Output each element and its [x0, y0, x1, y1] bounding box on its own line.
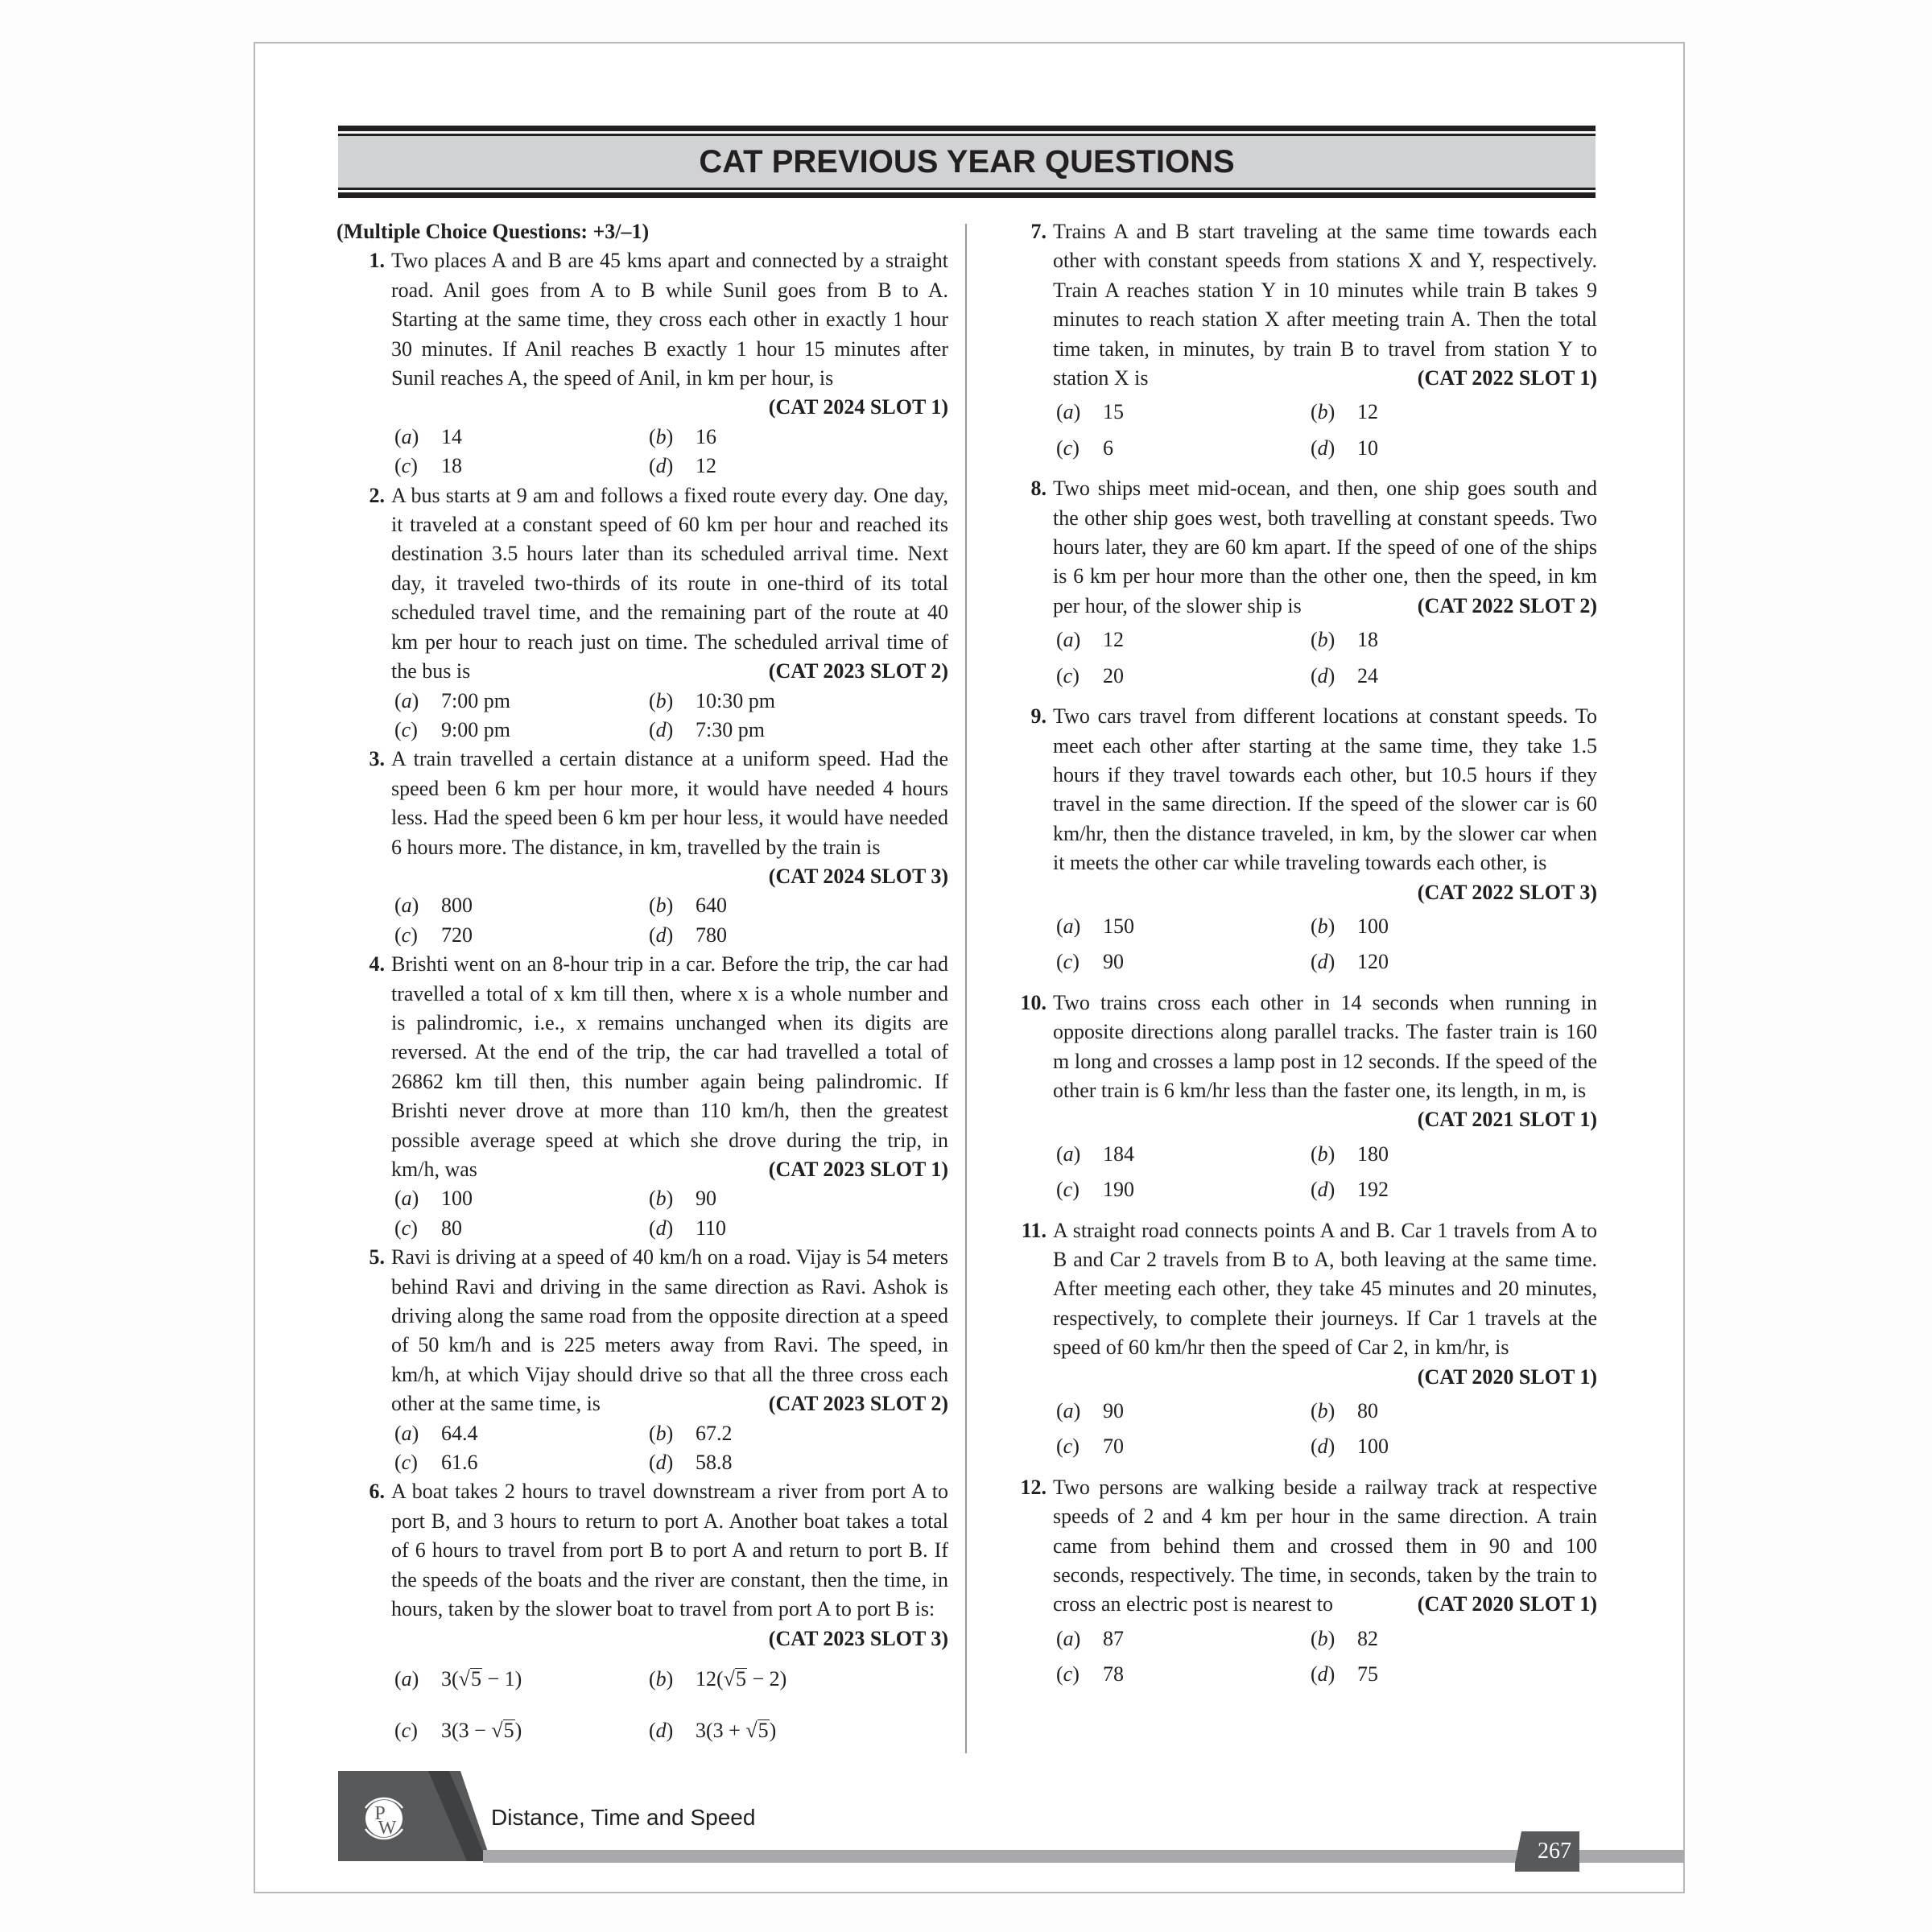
option-value: 100 [1357, 914, 1389, 938]
option-label: (b) [1311, 1399, 1335, 1423]
option-value: 110 [696, 1216, 727, 1240]
option-value: 180 [1357, 1141, 1389, 1166]
option-value: 720 [441, 923, 473, 947]
option-label: (c) [394, 717, 418, 741]
option-a[interactable] [394, 1419, 649, 1448]
option-value: 12 [1357, 400, 1378, 424]
footer-stripe [483, 1850, 1684, 1863]
question-text: Ravi is driving at a speed of 40 km/h on a road. Vijay is 54 meters behind Ravi and driving in the same direction as Ravi. Ashok is driving along the same road from the opposite direction at a speed of 50 km/h and is 225 meters away from Ravi. The speed, in km/h, at which Vijay should drive so that all the three cross each other at the same time, is [391, 1245, 948, 1416]
options-grid [1056, 398, 1597, 463]
options-grid [1056, 1624, 1597, 1690]
option-value: 14 [441, 424, 462, 448]
option-value-prefix: 3(3 + √ [696, 1718, 758, 1742]
option-value: 640 [696, 894, 727, 918]
option-c[interactable] [1056, 1175, 1311, 1204]
question-source: (CAT 2023 SLOT 2) [768, 1392, 948, 1416]
option-a[interactable] [394, 687, 649, 716]
question-number: 9. [1030, 704, 1046, 729]
question-item [998, 217, 1597, 463]
option-b[interactable] [1311, 625, 1552, 654]
option-label: (d) [649, 1216, 674, 1240]
option-c[interactable] [394, 716, 649, 745]
question-item [336, 950, 948, 1243]
option-label: (c) [394, 923, 418, 947]
option-label: (c) [1056, 663, 1080, 687]
svg-text:P: P [374, 1803, 386, 1824]
option-label: (c) [1056, 950, 1080, 974]
option-label: (a) [1056, 914, 1081, 938]
option-value: 18 [441, 454, 462, 478]
option-label: (c) [394, 1216, 418, 1240]
option-label: (a) [1056, 628, 1081, 652]
option-label: (d) [649, 923, 674, 947]
option-value: 7:00 pm [441, 688, 510, 712]
option-a[interactable] [1056, 1140, 1311, 1169]
option-label: (d) [649, 454, 674, 478]
question-number: 5. [369, 1245, 385, 1269]
question-text: A boat takes 2 hours to travel downstream a river from port A to port B, and 3 hours to return to port A. Another boat takes a total of 6 hours to travel from port B to port A and return to port B. If the speeds of the boats and the river are constant, then the time, in hours, taken by the slower boat to travel from port A to port B is: [391, 1480, 948, 1621]
option-value: 82 [1357, 1626, 1378, 1650]
question-source: (CAT 2023 SLOT 2) [768, 659, 948, 683]
option-b[interactable] [649, 687, 890, 716]
option-label: (a) [1056, 1399, 1081, 1423]
option-c[interactable] [394, 452, 649, 481]
question-source: (CAT 2022 SLOT 1) [1417, 366, 1597, 390]
options-grid [394, 1419, 948, 1478]
option-c[interactable] [394, 1705, 649, 1757]
option-value: 7:30 pm [696, 717, 765, 741]
option-label: (c) [1056, 1435, 1080, 1459]
option-label: (d) [1311, 1178, 1335, 1202]
option-d[interactable] [649, 716, 890, 745]
option-d[interactable] [649, 1448, 890, 1477]
option-value: 190 [1103, 1178, 1134, 1202]
option-value: 87 [1103, 1626, 1124, 1650]
option-label: (a) [1056, 400, 1081, 424]
question-item [998, 989, 1597, 1205]
question-number: 3. [369, 747, 385, 771]
bottom-thin-rule [338, 188, 1596, 190]
question-number: 1. [369, 249, 385, 273]
column-divider [965, 224, 967, 1753]
header-banner [338, 126, 1596, 198]
option-a[interactable] [394, 423, 649, 452]
option-value: 12 [1103, 628, 1124, 652]
question-text-block [1053, 1216, 1597, 1392]
question-text-block [1053, 217, 1597, 393]
option-value: 100 [1357, 1435, 1389, 1459]
option-c[interactable] [394, 921, 649, 950]
option-b[interactable] [649, 1184, 890, 1213]
question-number: 4. [369, 952, 385, 976]
question-text: Two ships meet mid-ocean, and then, one ship goes south and the other ship goes west, both travelling at constant speeds. Two hours later, they are 60 km apart. If the speed of one of the ships is 6 km per hour more than the other one, then the speed, in km per hour, of the slower ship is [1053, 477, 1597, 617]
option-label: (a) [394, 1187, 419, 1211]
option-b[interactable] [649, 891, 890, 920]
option-b[interactable] [1311, 912, 1552, 941]
option-value: 90 [1103, 1399, 1124, 1423]
option-label: (c) [1056, 436, 1080, 460]
option-value: 800 [441, 894, 473, 918]
option-value-suffix: − 2) [746, 1666, 787, 1690]
radicand: 5 [735, 1666, 746, 1690]
option-value: 70 [1103, 1435, 1124, 1459]
option-value: 192 [1357, 1178, 1389, 1202]
option-value: 9:00 pm [441, 717, 510, 741]
option-value-suffix: ) [514, 1718, 522, 1742]
option-c[interactable] [1056, 1660, 1311, 1689]
options-grid [394, 891, 948, 950]
options-grid [1056, 1397, 1597, 1462]
question-text-block [391, 950, 948, 1184]
question-text-block [391, 481, 948, 687]
option-b[interactable] [1311, 1140, 1552, 1169]
question-text: A straight road connects points A and B. Car 1 travels from A to B and Car 2 travels from B to A, both leaving at the same time. After meeting each other, they take 45 minutes and 20 minutes, respectively, to complete their journeys. If Car 1 travels at the speed of 60 km/hr then the speed of Car 2, in km/hr, is [1053, 1218, 1597, 1360]
option-value: 20 [1103, 663, 1124, 687]
options-grid [394, 1184, 948, 1243]
option-label: (b) [1311, 400, 1335, 424]
option-label: (a) [394, 424, 419, 448]
option-c[interactable] [1056, 947, 1311, 976]
option-value-prefix: 3(√ [441, 1666, 470, 1690]
option-d[interactable] [1311, 1175, 1552, 1204]
question-source: (CAT 2023 SLOT 3) [768, 1626, 948, 1650]
option-value: 12 [696, 454, 716, 478]
bottom-thick-rule [338, 192, 1596, 198]
question-text-block [1053, 989, 1597, 1135]
option-value: 184 [1103, 1141, 1134, 1166]
option-value-suffix: ) [769, 1718, 777, 1742]
option-value-suffix: − 1) [481, 1666, 522, 1690]
option-label: (a) [394, 1666, 419, 1690]
svg-text:W: W [378, 1818, 397, 1839]
option-a[interactable] [394, 1653, 649, 1705]
option-label: (a) [394, 1421, 419, 1445]
option-value: 10:30 pm [696, 688, 775, 712]
option-label: (b) [1311, 1626, 1335, 1650]
question-number: 6. [369, 1480, 385, 1504]
question-item [336, 1477, 948, 1756]
chapter-title: Distance, Time and Speed [491, 1805, 756, 1830]
option-label: (c) [394, 454, 418, 478]
option-a[interactable] [1056, 1397, 1311, 1426]
option-d[interactable] [649, 1214, 890, 1243]
option-a[interactable] [1056, 1624, 1311, 1653]
question-text-block [1053, 474, 1597, 621]
option-value: 24 [1357, 663, 1378, 687]
option-label: (b) [649, 688, 674, 712]
option-c[interactable] [1056, 434, 1311, 463]
radicand: 5 [470, 1666, 481, 1690]
option-label: (d) [1311, 663, 1335, 687]
option-value: 100 [441, 1187, 473, 1211]
option-label: (a) [394, 894, 419, 918]
question-source: (CAT 2021 SLOT 1) [1417, 1108, 1597, 1132]
option-value: 64.4 [441, 1421, 478, 1445]
option-label: (a) [1056, 1141, 1081, 1166]
question-item [336, 481, 948, 745]
question-source: (CAT 2024 SLOT 3) [768, 864, 948, 888]
question-text-block [391, 1477, 948, 1653]
options-grid [394, 423, 948, 481]
question-item [336, 246, 948, 481]
option-value: 120 [1357, 950, 1389, 974]
question-item [336, 745, 948, 950]
page-number: 267 [1538, 1839, 1571, 1864]
question-text-block [391, 246, 948, 422]
option-c[interactable] [394, 1448, 649, 1477]
question-item [998, 702, 1597, 977]
top-thick-rule [338, 126, 1596, 131]
option-a[interactable] [394, 891, 649, 920]
question-text: Two trains cross each other in 14 seconds when running in opposite directions along parallel tracks. The faster train is 160 m long and crosses a lamp post in 12 seconds. If the speed of the other train is 6 km/hr less than the faster one, its length, in m, is [1053, 990, 1597, 1102]
question-text: Two places A and B are 45 kms apart and connected by a straight road. Anil goes from A to B while Sunil goes from B to A. Starting at the same time, they cross each other in exactly 1 hour 30 minutes. If Anil reaches B exactly 1 hour 15 minutes after Sunil reaches A, the speed of Anil, in km per hour, is [391, 249, 948, 390]
option-label: (c) [1056, 1178, 1080, 1202]
page-title: CAT PREVIOUS YEAR QUESTIONS [699, 144, 1235, 180]
option-b[interactable] [649, 1419, 890, 1448]
option-d[interactable] [649, 921, 890, 950]
option-c[interactable] [394, 1214, 649, 1243]
option-value: 780 [696, 923, 727, 947]
question-source: (CAT 2024 SLOT 1) [768, 395, 948, 419]
right-column [998, 217, 1597, 1701]
question-text: A bus starts at 9 am and follows a fixed route every day. One day, it traveled at a constant speed of 60 km per hour and reached its destination 3.5 hours later than its scheduled arrival time. Next day, it traveled two-thirds of its route in one-third of its total scheduled travel time, and the remaining part of the route at 40 km per hour to reach just on time. The scheduled arrival time of the bus is [391, 483, 948, 683]
option-value: 18 [1357, 628, 1378, 652]
option-value-prefix: 3(3 − √ [441, 1718, 503, 1742]
option-value: 80 [1357, 1399, 1378, 1423]
options-grid [394, 687, 948, 745]
question-text: Two persons are walking beside a railway track at respective speeds of 2 and 4 km per hour in the same direction. A train came from behind them and crossed them in 90 and 100 seconds, respectively. The time, in seconds, taken by the train to cross an electric post is nearest to [1053, 1475, 1597, 1616]
option-b[interactable] [1311, 1397, 1552, 1426]
option-b[interactable] [649, 423, 890, 452]
section-label: (Multiple Choice Questions: +3/–1) [336, 220, 650, 243]
option-a[interactable] [1056, 625, 1311, 654]
option-value: 61.6 [441, 1451, 478, 1475]
option-d[interactable] [1311, 1660, 1552, 1689]
question-source: (CAT 2022 SLOT 3) [1417, 880, 1597, 904]
option-label: (b) [649, 1421, 674, 1445]
option-d[interactable] [1311, 947, 1552, 976]
option-label: (d) [1311, 436, 1335, 460]
option-d[interactable] [1311, 1432, 1552, 1461]
option-c[interactable] [1056, 662, 1311, 691]
option-b[interactable] [1311, 1624, 1552, 1653]
option-value: 16 [696, 424, 716, 448]
question-item [998, 474, 1597, 691]
options-grid [1056, 1140, 1597, 1205]
option-a[interactable] [1056, 912, 1311, 941]
question-text-block [391, 1243, 948, 1418]
option-value: 75 [1357, 1662, 1378, 1686]
option-label: (b) [649, 894, 674, 918]
option-label: (c) [1056, 1662, 1080, 1686]
option-label: (a) [394, 688, 419, 712]
option-label: (b) [649, 1666, 674, 1690]
option-value: 67.2 [696, 1421, 733, 1445]
option-label: (b) [649, 424, 674, 448]
option-label: (c) [394, 1451, 418, 1475]
question-source: (CAT 2020 SLOT 1) [1417, 1364, 1597, 1389]
option-d[interactable] [1311, 434, 1552, 463]
option-value: 6 [1103, 436, 1113, 460]
option-label: (b) [1311, 914, 1335, 938]
option-label: (d) [649, 1451, 674, 1475]
option-label: (d) [649, 1718, 674, 1742]
option-label: (b) [1311, 1141, 1335, 1166]
question-text: Two cars travel from different locations at constant speeds. To meet each other after starting at the same time, they take 1.5 hours if they travel towards each other, but 10.5 hours if they travel in the same direction. If the speed of the slower car is 60 km/hr, then the distance traveled, in km, by the slower car when it meets the other car while traveling towards each other, is [1053, 704, 1597, 875]
options-grid [1056, 912, 1597, 977]
question-number: 7. [1030, 220, 1046, 243]
question-text: Trains A and B start traveling at the same time towards each other with constant speeds from stations X and Y, respectively. Train A reaches station Y in 10 minutes while train B takes 9 minutes to reach station X after meeting train A. Then the total time taken, in minutes, by train B to travel from station Y to station X is [1053, 220, 1597, 390]
question-number: 2. [369, 483, 385, 507]
question-number: 10. [1020, 990, 1046, 1014]
option-value-prefix: 12(√ [696, 1666, 735, 1690]
question-source: (CAT 2022 SLOT 2) [1417, 593, 1597, 617]
option-value: 15 [1103, 400, 1124, 424]
option-label: (b) [649, 1187, 674, 1211]
options-grid [1056, 625, 1597, 691]
option-value: 150 [1103, 914, 1134, 938]
options-grid [394, 1653, 948, 1757]
left-column [336, 217, 948, 1757]
question-number: 8. [1030, 477, 1046, 501]
option-value: 10 [1357, 436, 1378, 460]
question-text-block [1053, 702, 1597, 907]
question-number: 11. [1021, 1218, 1046, 1242]
option-d[interactable] [649, 452, 890, 481]
option-b[interactable] [1311, 398, 1552, 427]
option-value: 90 [696, 1187, 716, 1211]
option-a[interactable] [1056, 398, 1311, 427]
radicand: 5 [758, 1718, 769, 1742]
option-value: 78 [1103, 1662, 1124, 1686]
option-label: (d) [1311, 1435, 1335, 1459]
option-value: 58.8 [696, 1451, 733, 1475]
question-source: (CAT 2023 SLOT 1) [768, 1158, 948, 1181]
question-item [998, 1216, 1597, 1462]
option-value: 90 [1103, 950, 1124, 974]
option-a[interactable] [394, 1184, 649, 1213]
option-d[interactable] [649, 1705, 890, 1757]
option-b[interactable] [649, 1653, 890, 1705]
radicand: 5 [503, 1718, 514, 1742]
option-label: (a) [1056, 1626, 1081, 1650]
option-d[interactable] [1311, 662, 1552, 691]
question-source: (CAT 2020 SLOT 1) [1417, 1592, 1597, 1616]
question-text-block [391, 745, 948, 891]
option-value: 80 [441, 1216, 462, 1240]
option-label: (d) [649, 717, 674, 741]
pw-logo-icon [359, 1794, 409, 1843]
page-footer [338, 1771, 1684, 1864]
option-label: (d) [1311, 950, 1335, 974]
option-label: (d) [1311, 1662, 1335, 1686]
option-label: (b) [1311, 628, 1335, 652]
question-text-block [1053, 1473, 1597, 1620]
question-text: Brishti went on an 8-hour trip in a car. Before the trip, the car had travelled a total of x km till then, where x is a whole number and is palindromic, i.e., x remains unchanged when its digits are reversed. At the end of the trip, the car had travelled a total of 26862 km till then, this number again being palindromic. If Brishti never drove at more than 110 km/h, then the greatest possible average speed at which she drove during the trip, in km/h, was [391, 952, 948, 1181]
question-text: A train travelled a certain distance at a uniform speed. Had the speed been 6 km per hour more, it would have needed 4 hours less. Had the speed been 6 km per hour less, it would have needed 6 hours more. The distance, in km, travelled by the train is [391, 747, 948, 859]
question-item [336, 1243, 948, 1477]
option-c[interactable] [1056, 1432, 1311, 1461]
question-item [998, 1473, 1597, 1690]
question-number: 12. [1020, 1475, 1046, 1499]
option-label: (c) [394, 1718, 418, 1742]
